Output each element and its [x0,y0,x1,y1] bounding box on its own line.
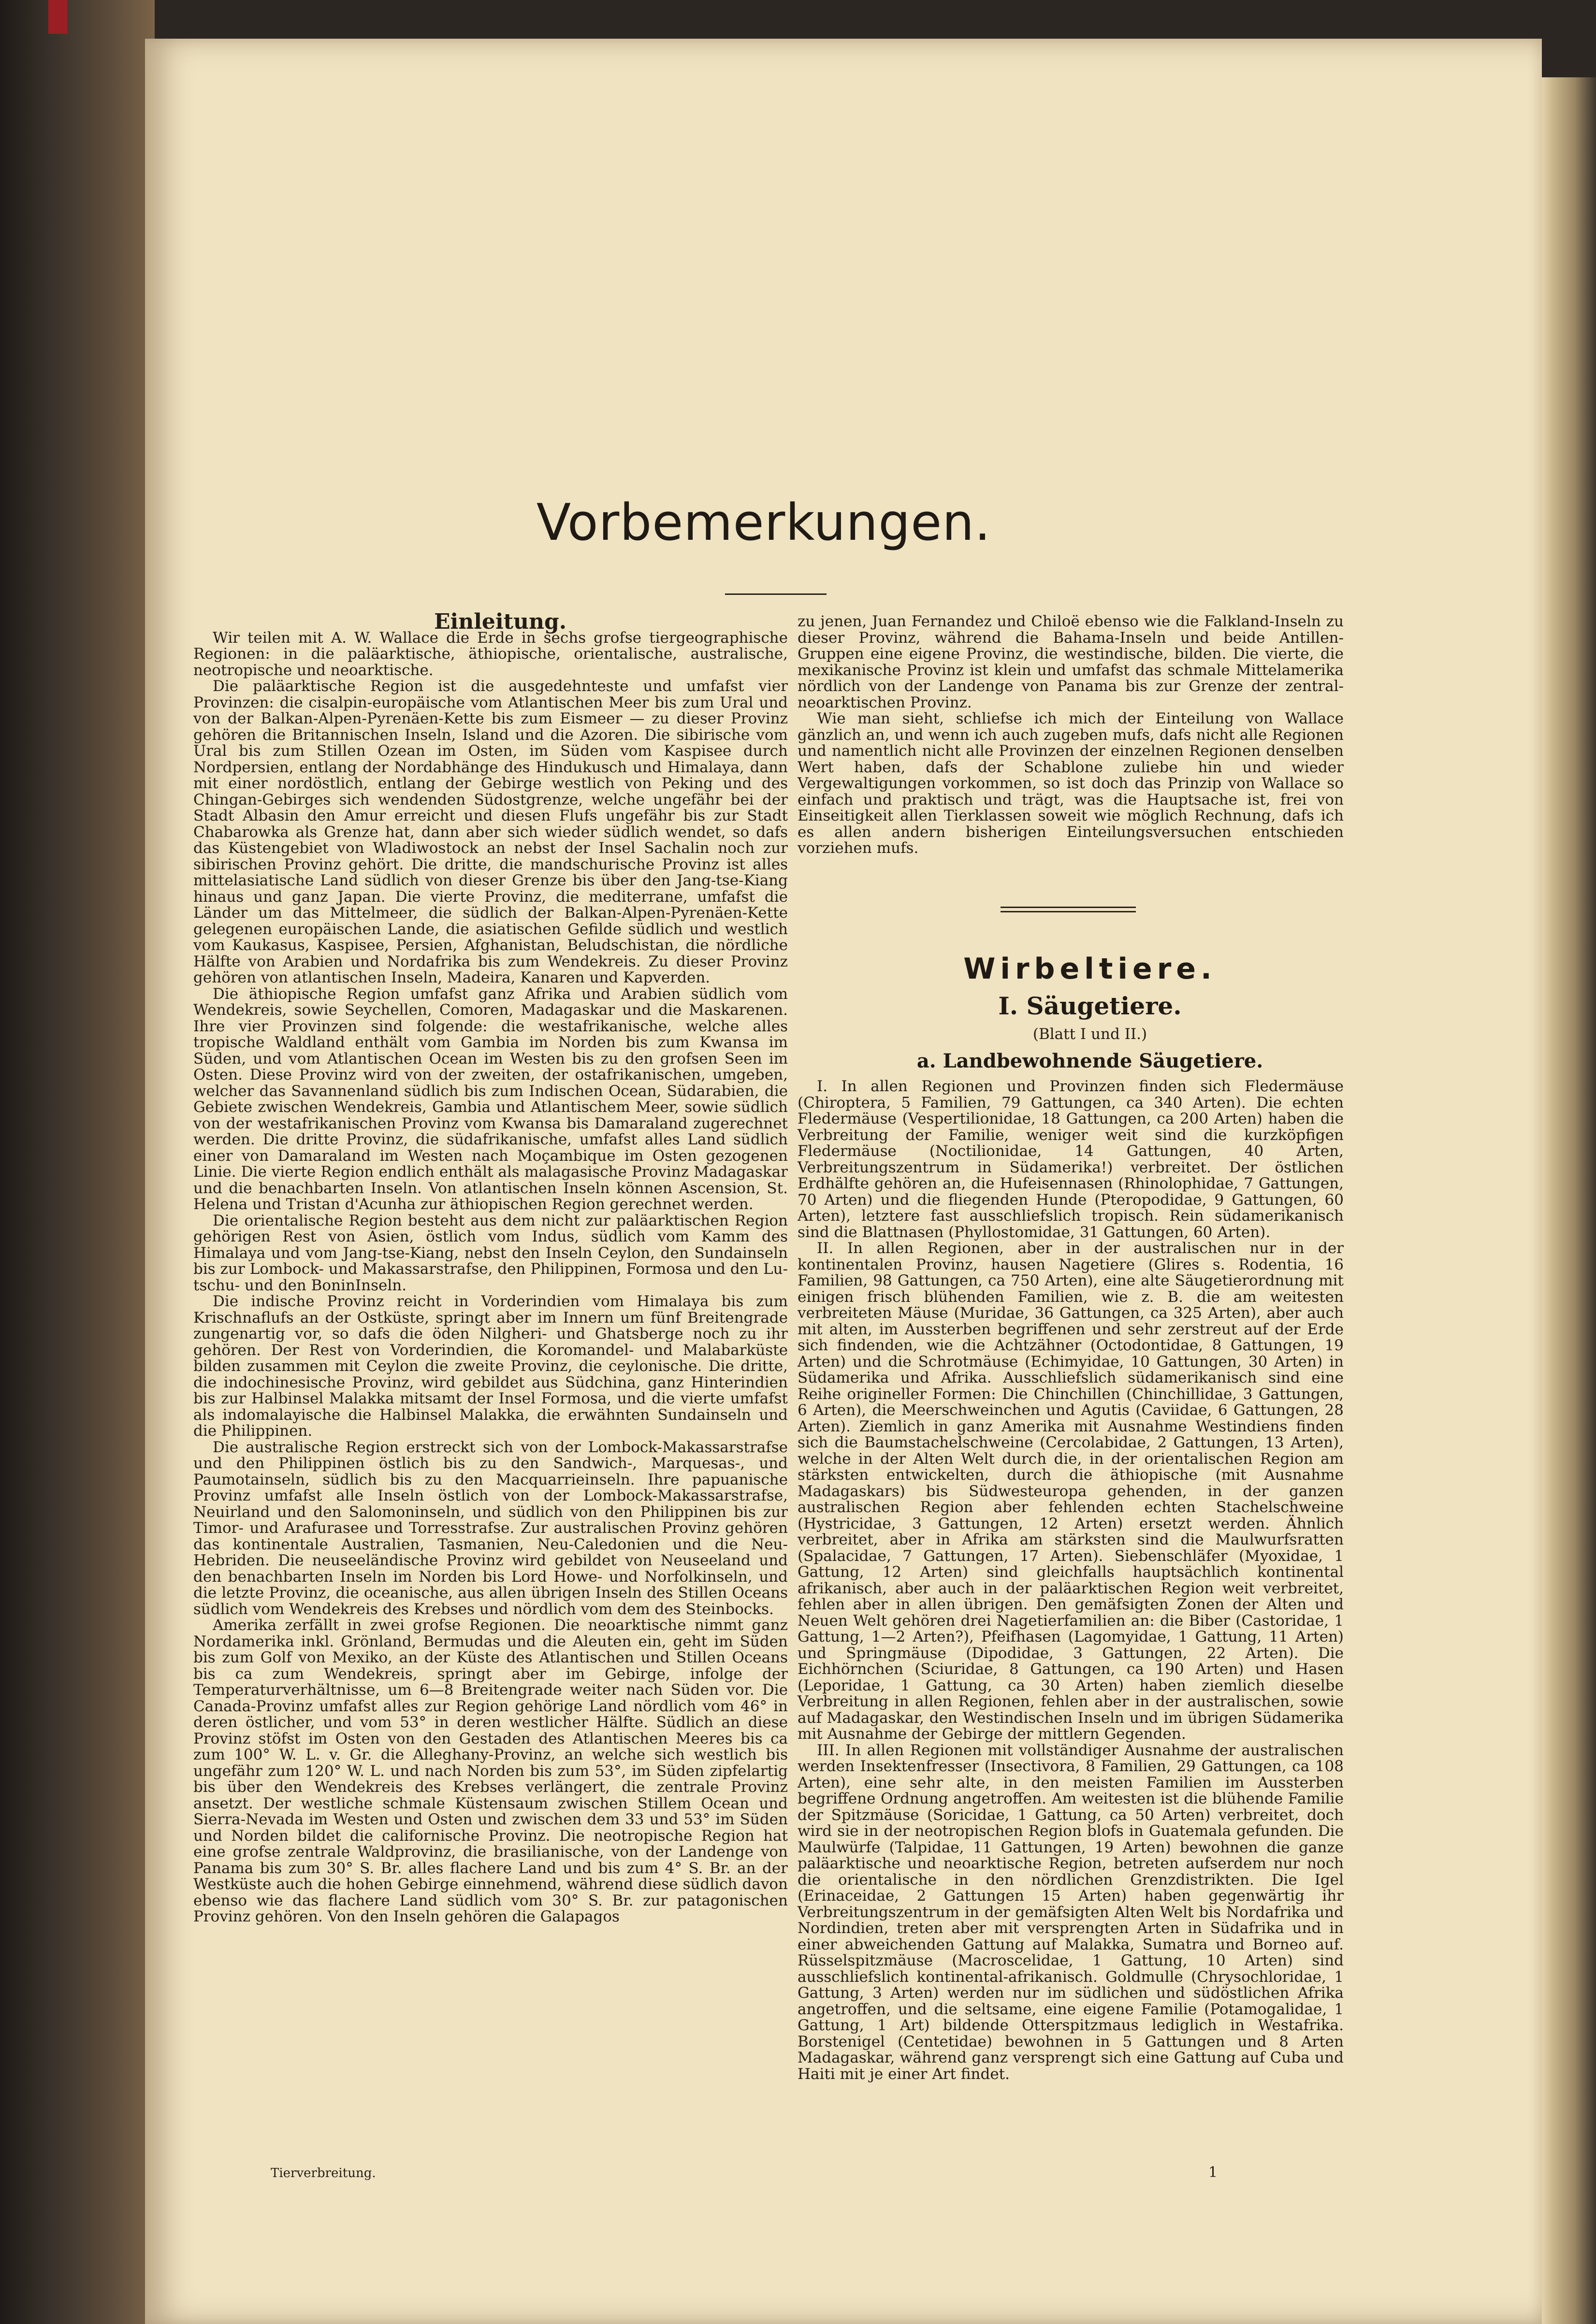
page-title: Vorbemerkungen. [536,493,991,552]
paragraph: Die orientalische Region besteht aus dem nicht zur paläarktischen Region gehörigen Rest von Asien, östlich vom Indus, südlich vom Kamm des Himalaya und vom Jang-tse-Kiang, nebst den Inseln Ceylon, den Sundainseln bis zur Lombock- und Makassarstrafse, den Philippinen, Formosa und den Lu-tschu- und den BoninInseln. [193,1212,788,1294]
page-number: 1 [1208,2164,1218,2181]
subsection-title: I. Säugetiere. [998,992,1182,1020]
section-divider [1001,907,1136,912]
paragraph: zu jenen, Juan Fernandez und Chiloë ebenso wie die Falkland-Inseln zu dieser Provinz, während die Bahama-Inseln und beide Antillen-Gruppen eine eigene Provinz, die westindische, bilden. Die vierte, die mexikanische Provinz ist klein und umfafst das schmale Mittelamerika nördlich von der Landenge von Panama bis zur Grenze der zentral-neoarktischen Provinz. [798,613,1344,711]
paragraph: Die australische Region erstreckt sich von der Lombock-Makassarstrafse und den Philippinen östlich bis zu den Sandwich-, Marquesas-, und Paumotainseln, südlich bis zu den Macquarrieinseln. Ihre papuanische Provinz umfafst alle Inseln östlich von der Lombock-Makassarstrafse, Neuirland und den Salomoninseln, und südlich von den Philippinen bis zur Timor- und Arafurasee und Torresstrafse. Zur australischen Provinz gehören das kontinentale Australien, Tasmanien, Neu-Caledonien und die Neu-Hebriden. Die neuseeländische Provinz wird gebildet von Neuseeland und den benachbarten Inseln im Norden bis Lord Howe- und Norfolkinseln, und die letzte Provinz, die oceanische, aus allen übrigen Inseln des Stillen Oceans südlich vom Wendekreis des Krebses und nördlich vom dem des Steinbocks. [193,1438,788,1618]
plates-note: (Blatt I und II.) [1032,1025,1147,1043]
right-column-mammals [798,1079,1344,2082]
right-column-intro [798,614,1344,857]
paragraph: III. In allen Regionen mit vollständiger Ausnahme der australischen werden Insektenfresser (Insectivora, 8 Familien, 29 Gattungen, ca 108 Arten), eine sehr alte, in den meisten Familien im Aussterben begriffene Ordnung angetroffen. Am weitesten ist die blühende Familie der Spitzmäuse (Soricidae, 1 Gattung, ca 50 Arten) verbreitet, doch wird sie in der neotropischen Region blofs in Guatemala gefunden. Die Maulwürfe (Talpidae, 11 Gattungen, 19 Arten) bewohnen die ganze paläarktische und neoarktische Region, betreten aufserdem nur noch die orientalische in den nördlichen Grenzdistrikten. Die Igel (Erinaceidae, 2 Gattungen 15 Arten) haben gegenwärtig ihr Verbreitungszentrum in der gemäfsigten Alten Welt bis Nordafrika und Nordindien, treten aber mit versprengten Arten in Südafrika und in einer abweichenden Gattung auf Malakka, Sumatra und Borneo auf. Rüsselspitzmäuse (Macroscelidae, 1 Gattung, 10 Arten) sind ausschliefslich kontinental-afrikanisch. Goldmulle (Chrysochloridae, 1 Gattung, 3 Arten) werden nur im südlichen und südöstlichen Afrika angetroffen, und die seltsame, eine eigene Familie (Potamogalidae, 1 Gattung, 1 Art) bildende Otterspitzmaus lediglich in Westafrika. Borstenigel (Centetidae) bewohnen in 5 Gattungen und 8 Arten Madagaskar, während ganz versprengt sich eine Gattung auf Cuba und Haiti mit je einer Art findet. [798,1741,1344,2083]
subsubsection-title: a. Landbewohnende Säugetiere. [916,1050,1263,1072]
paragraph: Die indische Provinz reicht in Vorderindien vom Himalaya bis zum Krischnaflufs an der Ostküste, springt aber im Innern um fünf Breitengrade zungenartig vor, so dafs die öden Nilgheri- und Ghatsberge noch zu ihr gehören. Der Rest von Vorderindien, die Koromandel- und Malabarküste bilden zusammen mit Ceylon die zweite Provinz, die ceylonische. Die dritte, die indochinesische Provinz, wird gebildet aus Südchina, ganz Hinterindien bis zur Halbinsel Malakka mitsamt der Insel Formosa, und die vierte umfafst als indomalayische die Halbinsel Malakka, die erwähnten Sundainseln und die Philippinen. [193,1293,788,1440]
bookmark-ribbon [48,0,68,34]
paragraph: I. In allen Regionen und Provinzen finden sich Fledermäuse (Chiroptera, 5 Familien, 79 Gattungen, ca 340 Arten). Die echten Fledermäuse (Vespertilionidae, 18 Gattungen, ca 200 Arten) haben die Verbreitung der Familie, weniger weit sind die kurzköpfigen Fledermäuse (Noctilionidae, 14 Gattungen, 40 Arten, Verbreitungszentrum in Südamerika!) verbreitet. Der östlichen Erdhälfte gehören an, die Hufeisennasen (Rhinolophidae, 7 Gattungen, 70 Arten) und die fliegenden Hunde (Pteropodidae, 9 Gattungen, 60 Arten), letztere fast ausschliefslich tropisch. Rein südamerikanisch sind die Blattnasen (Phyllostomidae, 31 Gattungen, 60 Arten). [798,1078,1344,1241]
footer-signature: Tierverbreitung. [271,2166,376,2180]
section-title: Wirbeltiere. [963,952,1217,986]
paragraph: Amerika zerfällt in zwei grofse Regionen. Die neoarktische nimmt ganz Nordamerika inkl. Grönland, Bermudas und die Aleuten ein, geht im Süden bis zum Golf von Mexiko, an der Küste des Atlantischen und Stillen Oceans bis ca zum Wendekreis, springt aber im Gebirge, infolge der Temperaturverhältnisse, um 6—8 Breitengrade weiter nach Süden vor. Die Canada-Provinz umfafst alles zur Region gehörige Land nördlich vom 46° in deren östlicher, und vom 53° in deren westlicher Hälfte. Südlich an diese Provinz stöfst im Osten von den Gestaden des Atlantischen Meeres bis ca zum 100° W. L. v. Gr. die Alleghany-Provinz, an welche sich westlich bis ungefähr zum 120° W. L. und nach Norden bis zum 53°, im Süden zipfelartig bis über den Wendekreis des Krebses verlängert, die zentrale Provinz ansetzt. Der westliche schmale Küstensaum zwischen Stillem Ocean und Sierra-Nevada im Westen und Osten und zwischen dem 33 und 53° im Süden und Norden bildet die californische Provinz. Die neotropische Region hat eine grofse zentrale Waldprovinz, die brasilianische, von der Landenge von Panama bis zum 30° S. Br. alles flachere Land und bis zum 4° S. Br. an der Westküste auch die hohen Gebirge einnehmend, während diese südlich davon ebenso wie das flachere Land südlich vom 30° S. Br. zur patagonischen Provinz gehören. Von den Inseln gehören die Galapagos [193,1617,788,1925]
heading-einleitung: Einleitung. [434,609,567,634]
title-rule [725,593,827,595]
page-edge-stack [1542,77,1596,2324]
book-spine-shadow [0,0,155,2324]
paragraph: Die paläarktische Region ist die ausgedehnteste und umfafst vier Provinzen: die cisalpin-europäische vom Atlantischen Meer bis zum Ural und von der Balkan-Alpen-Pyrenäen-Kette bis zum Eismeer — zu dieser Provinz gehören die Britannischen Inseln, Island und die Azoren. Die sibirische vom Ural bis zum Stillen Ozean im Osten, im Süden vom Kaspisee durch Nordpersien, entlang der Nordabhänge des Hindukusch und Himalaya, dann mit einer nordöstlich, entlang der Gebirge westlich von Peking und des Chingan-Gebirges sich wendenden Südostgrenze, welche ungefähr bei der Stadt Albasin den Amur erreicht und diesen Flufs ungefähr bis zur Stadt Chabarowka als Grenze hat, dann aber sich wieder südlich wendet, so dafs das Küstengebiet von Wladiwostock an nebst der Insel Sachalin noch zur sibirischen Provinz gehört. Die dritte, die mandschurische Provinz ist alles mittelasiatische Land südlich von dieser Grenze bis über den Jang-tse-Kiang hinaus und ganz Japan. Die vierte Provinz, die mediterrane, umfafst die Länder um das Mittelmeer, die südlich der Balkan-Alpen-Pyrenäen-Kette gelegenen europäischen Lande, die asiatischen Gefilde südlich und westlich vom Kaukasus, Kaspisee, Persien, Afghanistan, Beludschistan, die nördliche Hälfte von Arabien und Nordafrika bis zum Wendekreis. Zu dieser Provinz gehören von atlantischen Inseln, Madeira, Kanaren und Kapverden. [193,678,788,986]
paragraph: Wie man sieht, schliefse ich mich der Einteilung von Wallace gänzlich an, und wenn ich auch zugeben mufs, dafs nicht alle Regionen und namentlich nicht alle Provinzen der einzelnen Regionen denselben Wert haben, dafs der Schablone zuliebe hin und wieder Vergewaltigungen vorkommen, so ist doch das Prinzip von Wallace so einfach und praktisch und trägt, was die Hauptsache ist, frei von Einseitigkeit allen Tierklassen soweit wie möglich Rechnung, dafs ich es allen andern bisherigen Einteilungsversuchen entschieden vorziehen mufs. [798,710,1344,857]
paragraph: Wir teilen mit A. W. Wallace die Erde in sechs grofse tiergeographische Regionen: in die paläarktische, äthiopische, orientalische, australische, neotropische und neoarktische. [193,629,788,679]
paragraph: Die äthiopische Region umfafst ganz Afrika und Arabien südlich vom Wendekreis, sowie Seychellen, Comoren, Madagaskar und die Maskarenen. Ihre vier Provinzen sind folgende: die westafrikanische, welche alles tropische Waldland enthält vom Gambia im Norden bis zum Kwansa im Süden, und vom Atlantischen Ocean im Westen bis zu den grofsen Seen im Osten. Diese Provinz wird von der zweiten, der ostafrikanischen, umgeben, welcher das Savannenland südlich bis zum Indischen Ocean, Südarabien, die Gebiete zwischen Wendekreis, Gambia und Atlantischem Meer, sowie südlich von der westafrikanischen Provinz vom Kwansa bis Damaraland zugerechnet werden. Die dritte Provinz, die südafrikanische, umfafst alles Land südlich einer von Damaraland im Westen nach Moçambique im Osten gezogenen Linie. Die vierte Region endlich enthält als malagasische Provinz Madagaskar und die benachbarten Inseln. Von atlantischen Inseln können Ascension, St. Helena und Tristan d'Acunha zur äthiopischen Region gerechnet werden. [193,985,788,1213]
paragraph: II. In allen Regionen, aber in der australischen nur in der kontinentalen Provinz, hausen Nagetiere (Glires s. Rodentia, 16 Familien, 98 Gattungen, ca 750 Arten), eine alte Säugetierordnung mit einigen frisch blühenden Familien, wie z. B. die am weitesten verbreiteten Mäuse (Muridae, 36 Gattungen, ca 325 Arten), aber auch mit alten, im Aussterben begriffenen und sehr zerstreut auf der Erde sich findenden, wie die Achtzähner (Octodontidae, 8 Gattungen, 19 Arten) und die Schrotmäuse (Echimyidae, 10 Gattungen, 30 Arten) in Südamerika und Afrika. Ausschliefslich südamerikanisch sind eine Reihe origineller Formen: Die Chinchillen (Chinchillidae, 3 Gattungen, 6 Arten), die Meerschweinchen und Agutis (Caviidae, 6 Gattungen, 28 Arten). Ziemlich in ganz Amerika mit Ausnahme Westindiens finden sich die Baumstachelschweine (Cercolabidae, 2 Gattungen, 13 Arten), welche in der Alten Welt durch die, in der orientalischen Region am stärksten entwickelten, durch die äthiopische (mit Ausnahme Madagaskars) bis Südwesteuropa gehenden, in der ganzen australischen Region aber fehlenden echten Stachelschweine (Hystricidae, 3 Gattungen, 12 Arten) ersetzt werden. Ähnlich verbreitet, aber in Afrika am stärksten sind die Maulwurfsratten (Spalacidae, 7 Gattungen, 17 Arten). Siebenschläfer (Myoxidae, 1 Gattung, 12 Arten) sind gleichfalls hauptsächlich kontinental afrikanisch, aber auch in der paläarktischen Region weit verbreitet, fehlen aber in allen übrigen. Den gemäfsigten Zonen der Alten und Neuen Welt gehören drei Nagetierfamilien an: die Biber (Castoridae, 1 Gattung, 1—2 Arten?), Pfeifhasen (Lagomyidae, 1 Gattung, 11 Arten) und Springmäuse (Dipodidae, 3 Gattungen, 22 Arten). Die Eichhörnchen (Sciuridae, 8 Gattungen, ca 190 Arten) und Hasen (Leporidae, 1 Gattung, ca 30 Arten) haben ziemlich dieselbe Verbreitung in allen Regionen, fehlen aber in der australischen, sowie auf Madagaskar, den Westindischen Inseln und im übrigen Südamerika mit Ausnahme der Gebirge der mittlern Gegenden. [798,1240,1344,1743]
left-column [193,609,788,1925]
